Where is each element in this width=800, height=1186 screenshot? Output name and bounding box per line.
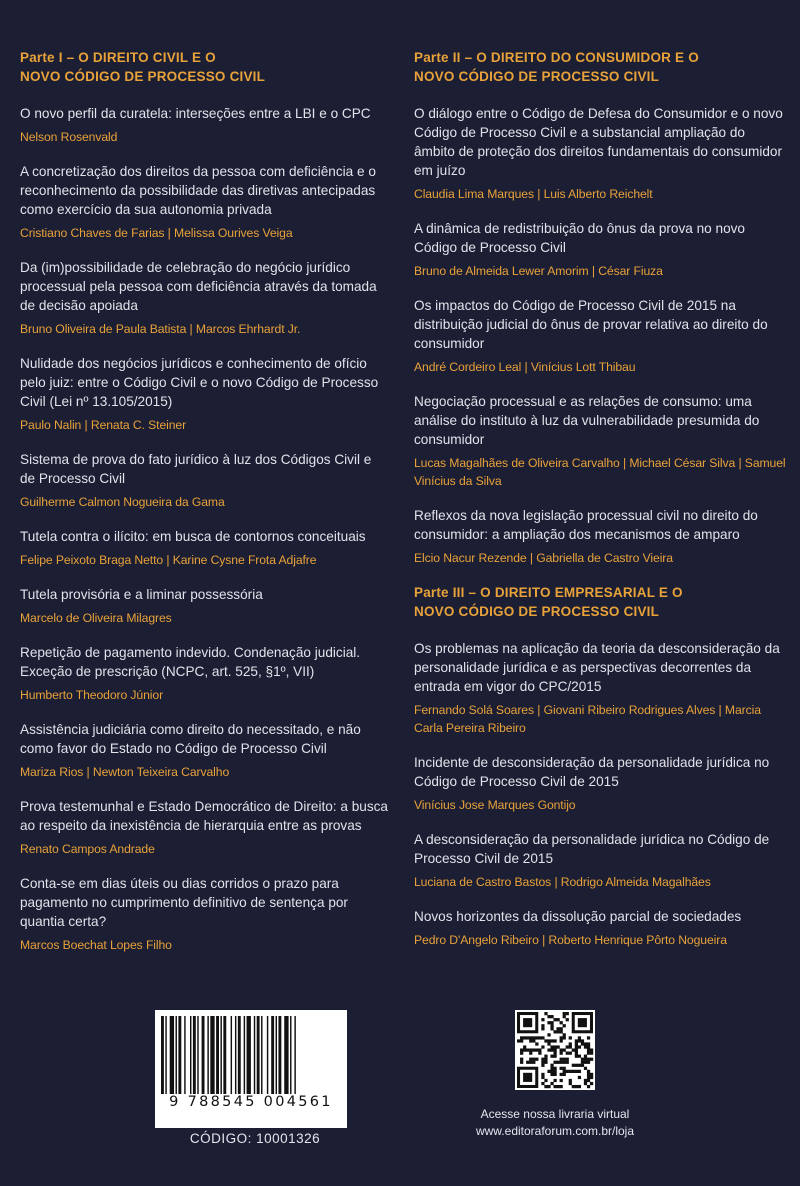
- toc-entry: [414, 830, 786, 891]
- entry-title: Nulidade dos negócios jurídicos e conhecimento de ofício pelo juiz: entre o Código Civil e o novo Código de Processo Civil (Lei nº 13.105/2015): [20, 356, 379, 409]
- entry-authors: Felipe Peixoto Braga Netto | Karine Cysne Frota Adjafre: [20, 553, 317, 567]
- entry-authors: Humberto Theodoro Júnior: [20, 688, 164, 702]
- entry-title: Negociação processual e as relações de consumo: uma análise do instituto à luz da vulnerabilidade presumida do consumidor: [414, 394, 760, 447]
- entry-authors: Cristiano Chaves de Farias | Melissa Ourives Veiga: [20, 226, 293, 240]
- toc-entry: [414, 104, 786, 203]
- toc-entry: [20, 258, 390, 338]
- entry-authors: Nelson Rosenvald: [20, 130, 118, 144]
- entry-title: Reflexos da nova legislação processual civil no direito do consumidor: a ampliação dos mecanismos de amparo: [414, 508, 758, 542]
- toc-entry: [20, 450, 390, 511]
- entry-authors: Lucas Magalhães de Oliveira Carvalho | Michael César Silva | Samuel Vinícius da Silva: [414, 456, 786, 488]
- entry-authors: Claudia Lima Marques | Luis Alberto Reichelt: [414, 187, 653, 201]
- entry-authors: André Cordeiro Leal | Vinícius Lott Thibau: [414, 360, 636, 374]
- entry-authors: Renato Campos Andrade: [20, 842, 155, 856]
- toc-entry: [20, 162, 390, 242]
- part-3-entries: [414, 639, 786, 949]
- part-2-title-line1: Parte II – O DIREITO DO CONSUMIDOR E O: [414, 50, 699, 65]
- part-1-title-line2: NOVO CÓDIGO DE PROCESSO CIVIL: [20, 69, 266, 84]
- entry-authors: Vinícius Jose Marques Gontijo: [414, 798, 576, 812]
- entry-title: Os problemas na aplicação da teoria da desconsideração da personalidade jurídica e as perspectivas decorrentes da entrada em vigor do CPC/2015: [414, 641, 780, 694]
- qr-code-pattern: [515, 1010, 595, 1090]
- part-1-title-line1: Parte I – O DIREITO CIVIL E O: [20, 50, 216, 65]
- toc-entry: [414, 639, 786, 737]
- toc-entry: [414, 296, 786, 376]
- product-code: CÓDIGO: 10001326: [189, 1131, 321, 1146]
- entry-title: A desconsideração da personalidade jurídica no Código de Processo Civil de 2015: [414, 832, 770, 866]
- part-3-title-line2: NOVO CÓDIGO DE PROCESSO CIVIL: [414, 604, 660, 619]
- part-1-title: [20, 48, 390, 86]
- entry-title: Novos horizontes da dissolução parcial de sociedades: [414, 909, 742, 924]
- entry-title: A dinâmica de redistribuição do ônus da prova no novo Código de Processo Civil: [414, 221, 745, 255]
- part-1-entries: [20, 104, 390, 954]
- part-2-title-line2: NOVO CÓDIGO DE PROCESSO CIVIL: [414, 69, 660, 84]
- entry-authors: Guilherme Calmon Nogueira da Gama: [20, 495, 225, 509]
- entry-authors: Marcos Boechat Lopes Filho: [20, 938, 172, 952]
- toc-entry: [20, 720, 390, 781]
- toc-entry: [20, 643, 390, 704]
- part-3-title-line1: Parte III – O DIREITO EMPRESARIAL E O: [414, 585, 683, 600]
- toc-entry: [414, 506, 786, 567]
- entry-title: Sistema de prova do fato jurídico à luz dos Códigos Civil e de Processo Civil: [20, 452, 372, 486]
- barcode-digits: 9 788545 004561: [169, 1094, 333, 1110]
- toc-entry: [20, 874, 390, 954]
- entry-authors: Pedro D'Angelo Ribeiro | Roberto Henrique Pôrto Nogueira: [414, 933, 727, 947]
- toc-entry: [414, 753, 786, 814]
- barcode-bars-icon: [161, 1016, 341, 1094]
- entry-authors: Paulo Nalin | Renata C. Steiner: [20, 418, 187, 432]
- entry-title: O diálogo entre o Código de Defesa do Consumidor e o novo Código de Processo Civil e a substancial ampliação do âmbito de proteção dos direitos fundamentais do consumidor em juízo: [414, 106, 783, 178]
- store-url[interactable]: www.editoraforum.com.br/loja: [475, 1124, 635, 1138]
- toc-entry: [20, 104, 390, 146]
- toc-entry: [414, 219, 786, 280]
- entry-authors: Bruno Oliveira de Paula Batista | Marcos Ehrhardt Jr.: [20, 322, 301, 336]
- entry-authors: Elcio Nacur Rezende | Gabriella de Castro Vieira: [414, 551, 673, 565]
- entry-title: Conta-se em dias úteis ou dias corridos o prazo para pagamento no cumprimento definitivo de sentença por quantia certa?: [20, 876, 348, 929]
- entry-title: O novo perfil da curatela: interseções entre a LBI e o CPC: [20, 106, 371, 121]
- toc-entry: [20, 585, 390, 627]
- part-2-title: [414, 48, 786, 86]
- isbn-barcode: [155, 1010, 347, 1128]
- entry-title: Da (im)possibilidade de celebração do negócio jurídico processual pela pessoa com deficiência através da tomada de decisão apoiada: [20, 260, 377, 313]
- toc-entry: [414, 907, 786, 949]
- toc-entry: [414, 392, 786, 490]
- entry-authors: Fernando Solá Soares | Giovani Ribeiro Rodrigues Alves | Marcia Carla Pereira Ribeiro: [414, 703, 761, 735]
- entry-title: Tutela provisória e a liminar possessória: [20, 587, 263, 602]
- entry-authors: Marcelo de Oliveira Milagres: [20, 611, 172, 625]
- entry-title: Assistência judiciária como direito do necessitado, e não como favor do Estado no Código de Processo Civil: [20, 722, 361, 756]
- entry-title: A concretização dos direitos da pessoa com deficiência e o reconhecimento da possibilidade das diretivas antecipadas como exercício da sua autonomia privada: [20, 164, 376, 217]
- part-2-entries: [414, 104, 786, 567]
- store-caption: [420, 1106, 690, 1140]
- entry-authors: Luciana de Castro Bastos | Rodrigo Almeida Magalhães: [414, 875, 711, 889]
- right-column: [414, 48, 786, 965]
- toc-entry: [20, 527, 390, 569]
- store-caption-line1: Acesse nossa livraria virtual: [480, 1107, 630, 1121]
- entry-title: Repetição de pagamento indevido. Condenação judicial. Exceção de prescrição (NCPC, art. 525, §1º, VII): [20, 645, 361, 679]
- part-3-title: [414, 583, 786, 621]
- entry-title: Tutela contra o ilícito: em busca de contornos conceituais: [20, 529, 366, 544]
- entry-title: Prova testemunhal e Estado Democrático de Direito: a busca ao respeito da inexistência de hierarquia entre as provas: [20, 799, 388, 833]
- toc-entry: [20, 797, 390, 858]
- toc-entry: [20, 354, 390, 434]
- qr-code-icon[interactable]: [515, 1010, 595, 1090]
- left-column: [20, 48, 390, 970]
- entry-authors: Mariza Rios | Newton Teixeira Carvalho: [20, 765, 230, 779]
- entry-title: Os impactos do Código de Processo Civil de 2015 na distribuição judicial do ônus de provar relativa ao direito do consumidor: [414, 298, 768, 351]
- entry-authors: Bruno de Almeida Lewer Amorim | César Fiuza: [414, 264, 663, 278]
- entry-title: Incidente de desconsideração da personalidade jurídica no Código de Processo Civil de 2015: [414, 755, 770, 789]
